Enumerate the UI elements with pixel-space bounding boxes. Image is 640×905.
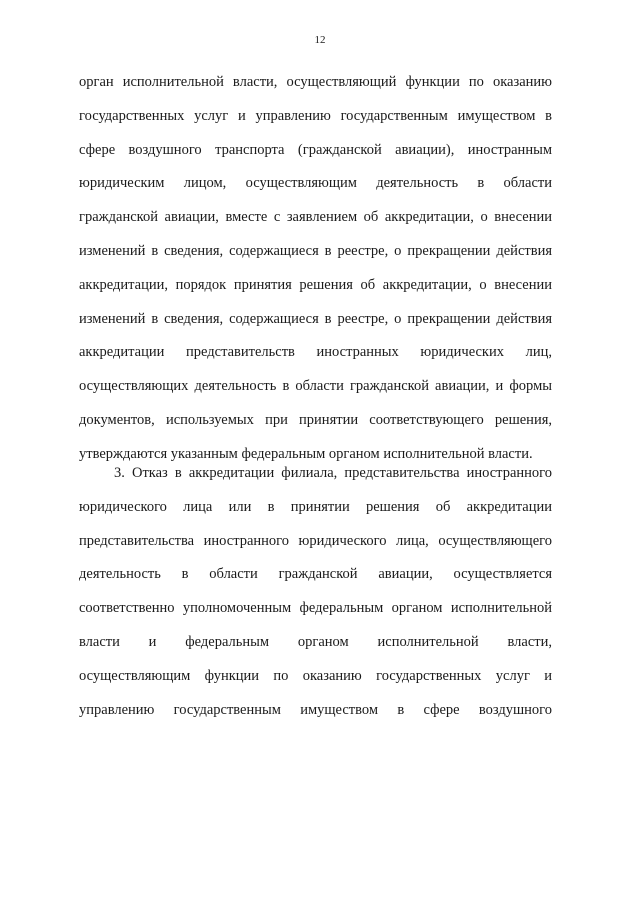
paragraph-continuation bbox=[79, 72, 552, 478]
text-line: аккредитации представительств иностранных юридических лиц, bbox=[79, 344, 552, 361]
text-line: орган исполнительной власти, осуществляющий функции по оказанию bbox=[79, 74, 552, 90]
text-line: изменений в сведения, содержащиеся в реестре, о прекращении действия bbox=[79, 310, 552, 327]
text-line: деятельность в области гражданской авиации, осуществляется bbox=[79, 566, 552, 583]
text-line: соответственно уполномоченным федеральным органом исполнительной bbox=[79, 600, 552, 617]
text-line: гражданской авиации, вместе с заявлением об аккредитации, о внесении bbox=[79, 209, 552, 226]
text-line: осуществляющим функции по оказанию государственных услуг и bbox=[79, 667, 552, 684]
text-line: государственных услуг и управлению государственным имуществом в bbox=[79, 107, 552, 124]
text-line: 3. Отказ в аккредитации филиала, представительства иностранного bbox=[114, 465, 552, 481]
text-line: власти и федеральным органом исполнительной власти, bbox=[79, 633, 552, 650]
text-line: сфере воздушного транспорта (гражданской авиации), иностранным bbox=[79, 141, 552, 158]
page-number: 12 bbox=[314, 34, 326, 46]
text-line: изменений в сведения, содержащиеся в реестре, о прекращении действия bbox=[79, 242, 552, 259]
text-line: документов, используемых при принятии соответствующего решения, bbox=[79, 411, 552, 428]
text-line: юридическим лицом, осуществляющим деятельность в области bbox=[79, 175, 552, 192]
text-line: утверждаются указанным федеральным органом исполнительной власти. bbox=[79, 445, 533, 462]
text-line: управлению государственным имуществом в сфере воздушного bbox=[79, 701, 552, 718]
text-line: аккредитации, порядок принятия решения об аккредитации, о внесении bbox=[79, 276, 552, 293]
text-line: представительства иностранного юридического лица, осуществляющего bbox=[79, 532, 552, 549]
text-line: осуществляющих деятельность в области гражданской авиации, и формы bbox=[79, 378, 552, 395]
paragraph-3 bbox=[79, 463, 552, 733]
text-line: юридического лица или в принятии решения об аккредитации bbox=[79, 498, 552, 515]
